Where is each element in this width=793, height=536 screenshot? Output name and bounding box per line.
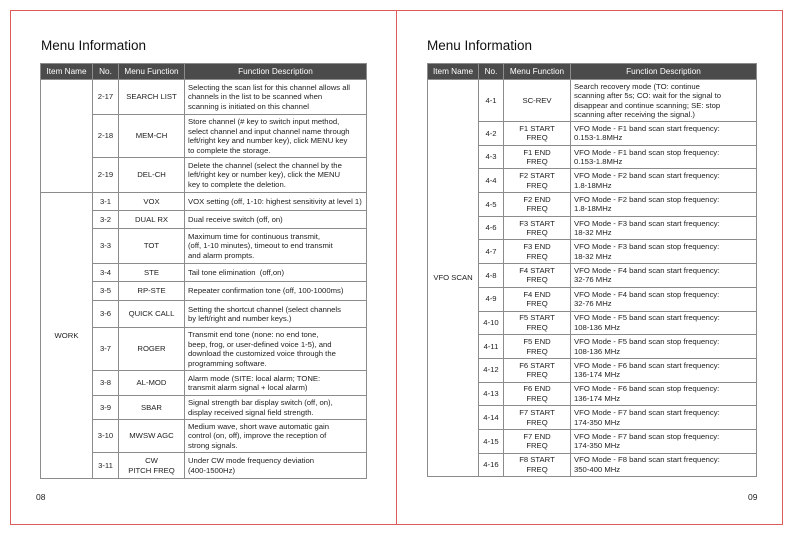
function-description-cell: VFO Mode - F1 band scan start frequency: 0.153-1.8MHz (571, 122, 757, 146)
header-function-description: Function Description (185, 64, 367, 80)
function-description-cell: VFO Mode - F2 band scan start frequency: 1.8-18MHz (571, 169, 757, 193)
function-description-cell: VFO Mode - F5 band scan stop frequency: 108-136 MHz (571, 335, 757, 359)
item-name-cell: WORK (41, 193, 93, 479)
function-description-cell: VFO Mode - F2 band scan stop frequency: 1.8-18MHz (571, 193, 757, 217)
menu-function-cell: VOX (119, 193, 185, 211)
menu-function-cell: F4 END FREQ (504, 287, 571, 311)
row-number-cell: 3-4 (93, 264, 119, 282)
row-number-cell: 3-8 (93, 371, 119, 396)
function-description-cell: VFO Mode - F6 band scan stop frequency: 136-174 MHz (571, 382, 757, 406)
table-header-row (41, 64, 367, 80)
header-menu-function: Menu Function (119, 64, 185, 80)
row-number-cell: 3-11 (93, 453, 119, 479)
function-description-cell: Dual receive switch (off, on) (185, 211, 367, 229)
menu-function-cell: SC-REV (504, 80, 571, 122)
menu-function-cell: F3 END FREQ (504, 240, 571, 264)
function-description-cell: Tail tone elimination (off,on) (185, 264, 367, 282)
row-number-cell: 2-18 (93, 115, 119, 158)
menu-table (427, 63, 757, 477)
menu-function-cell: F8 START FREQ (504, 453, 571, 477)
function-description-cell: VFO Mode - F8 band scan start frequency: 350-400 MHz (571, 453, 757, 477)
menu-function-cell: F5 START FREQ (504, 311, 571, 335)
page-title: Menu Information (41, 38, 147, 53)
table-row (428, 80, 757, 122)
menu-function-cell: ROGER (119, 328, 185, 371)
function-description-cell: Selecting the scan list for this channel allows all channels in the list to be scanned when scanning is initiated on this channel (185, 80, 367, 115)
row-number-cell: 4-8 (479, 264, 504, 288)
table-row (41, 80, 367, 115)
menu-function-cell: SEARCH LIST (119, 80, 185, 115)
row-number-cell: 4-3 (479, 145, 504, 169)
function-description-cell: VFO Mode - F1 band scan stop frequency: 0.153-1.8MHz (571, 145, 757, 169)
header-no: No. (93, 64, 119, 80)
page-divider (396, 10, 397, 525)
function-description-cell: VFO Mode - F7 band scan start frequency: 174-350 MHz (571, 406, 757, 430)
row-number-cell: 4-10 (479, 311, 504, 335)
function-description-cell: VFO Mode - F6 band scan start frequency: 136-174 MHz (571, 358, 757, 382)
function-description-cell: Setting the shortcut channel (select channels by left/right and number keys.) (185, 301, 367, 328)
page-number: 08 (36, 492, 46, 502)
row-number-cell: 3-7 (93, 328, 119, 371)
menu-function-cell: MWSW AGC (119, 420, 185, 453)
menu-function-cell: F1 START FREQ (504, 122, 571, 146)
menu-function-cell: F2 START FREQ (504, 169, 571, 193)
row-number-cell: 4-14 (479, 406, 504, 430)
row-number-cell: 4-9 (479, 287, 504, 311)
function-description-cell: VFO Mode - F3 band scan start frequency: 18-32 MHz (571, 216, 757, 240)
menu-function-cell: STE (119, 264, 185, 282)
row-number-cell: 4-5 (479, 193, 504, 217)
row-number-cell: 4-16 (479, 453, 504, 477)
row-number-cell: 4-11 (479, 335, 504, 359)
row-number-cell: 4-12 (479, 358, 504, 382)
row-number-cell: 4-7 (479, 240, 504, 264)
item-name-cell: VFO SCAN (428, 80, 479, 477)
function-description-cell: Signal strength bar display switch (off, on), display received signal field strength. (185, 396, 367, 420)
function-description-cell: VFO Mode - F5 band scan start frequency: 108-136 MHz (571, 311, 757, 335)
function-description-cell: VFO Mode - F7 band scan stop frequency: 174-350 MHz (571, 429, 757, 453)
row-number-cell: 4-1 (479, 80, 504, 122)
menu-function-cell: F7 START FREQ (504, 406, 571, 430)
row-number-cell: 3-9 (93, 396, 119, 420)
header-no: No. (479, 64, 504, 80)
function-description-cell: Under CW mode frequency deviation (400-1500Hz) (185, 453, 367, 479)
function-description-cell: VOX setting (off, 1-10: highest sensitivity at level 1) (185, 193, 367, 211)
function-description-cell: Maximum time for continuous transmit, (off, 1-10 minutes), timeout to end transmit and alarm prompts. (185, 229, 367, 264)
row-number-cell: 2-17 (93, 80, 119, 115)
function-description-cell: Search recovery mode (TO: continue scanning after 5s; CO: wait for the signal to disappear and continue scanning; SE: stop scanning after receiving the signal.) (571, 80, 757, 122)
item-name-cell (41, 80, 93, 193)
function-description-cell: VFO Mode - F4 band scan start frequency: 32-76 MHz (571, 264, 757, 288)
menu-function-cell: DUAL RX (119, 211, 185, 229)
menu-function-cell: DEL-CH (119, 158, 185, 193)
row-number-cell: 4-6 (479, 216, 504, 240)
function-description-cell: Repeater confirmation tone (off, 100-1000ms) (185, 282, 367, 301)
row-number-cell: 4-2 (479, 122, 504, 146)
menu-function-cell: CW PITCH FREQ (119, 453, 185, 479)
table-row (41, 193, 367, 211)
row-number-cell: 3-6 (93, 301, 119, 328)
header-item-name: Item Name (428, 64, 479, 80)
row-number-cell: 3-5 (93, 282, 119, 301)
function-description-cell: Transmit end tone (none: no end tone, beep, frog, or user-defined voice 1-5), and download the customized voice through the programming software. (185, 328, 367, 371)
table-header-row (428, 64, 757, 80)
menu-function-cell: F2 END FREQ (504, 193, 571, 217)
row-number-cell: 3-2 (93, 211, 119, 229)
function-description-cell: VFO Mode - F4 band scan stop frequency: 32-76 MHz (571, 287, 757, 311)
menu-function-cell: QUICK CALL (119, 301, 185, 328)
row-number-cell: 3-1 (93, 193, 119, 211)
header-item-name: Item Name (41, 64, 93, 80)
row-number-cell: 3-3 (93, 229, 119, 264)
row-number-cell: 4-15 (479, 429, 504, 453)
menu-function-cell: F7 END FREQ (504, 429, 571, 453)
header-function-description: Function Description (571, 64, 757, 80)
page-title: Menu Information (427, 38, 533, 53)
menu-function-cell: F5 END FREQ (504, 335, 571, 359)
menu-function-cell: F6 START FREQ (504, 358, 571, 382)
row-number-cell: 4-4 (479, 169, 504, 193)
header-menu-function: Menu Function (504, 64, 571, 80)
function-description-cell: Store channel (# key to switch input method, select channel and input channel name through left/right key and number key), click MENU key to complete the storage. (185, 115, 367, 158)
menu-function-cell: F1 END FREQ (504, 145, 571, 169)
function-description-cell: VFO Mode - F3 band scan stop frequency: 18-32 MHz (571, 240, 757, 264)
menu-function-cell: TOT (119, 229, 185, 264)
menu-function-cell: MEM-CH (119, 115, 185, 158)
menu-function-cell: F6 END FREQ (504, 382, 571, 406)
menu-function-cell: F3 START FREQ (504, 216, 571, 240)
function-description-cell: Alarm mode (SITE: local alarm; TONE: transmit alarm signal + local alarm) (185, 371, 367, 396)
row-number-cell: 3-10 (93, 420, 119, 453)
row-number-cell: 4-13 (479, 382, 504, 406)
menu-function-cell: RP-STE (119, 282, 185, 301)
function-description-cell: Delete the channel (select the channel by the left/right key or number key), click the MENU key to complete the deletion. (185, 158, 367, 193)
page-number: 09 (748, 492, 758, 502)
menu-table (40, 63, 367, 479)
menu-function-cell: AL-MOD (119, 371, 185, 396)
function-description-cell: Medium wave, short wave automatic gain control (on, off), improve the reception of strong signals. (185, 420, 367, 453)
row-number-cell: 2-19 (93, 158, 119, 193)
menu-function-cell: F4 START FREQ (504, 264, 571, 288)
menu-function-cell: SBAR (119, 396, 185, 420)
